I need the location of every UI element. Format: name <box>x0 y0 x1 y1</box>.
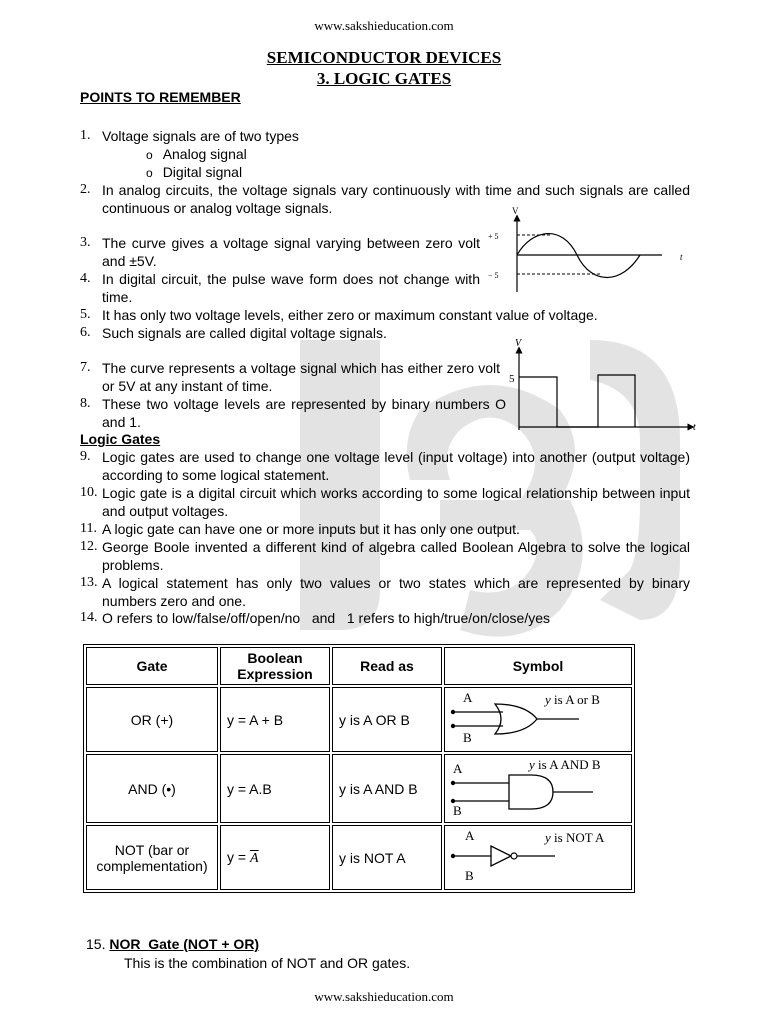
page-title: SEMICONDUCTOR DEVICES <box>266 48 502 67</box>
svg-text:A: A <box>453 761 463 776</box>
read-cell: y is A OR B <box>332 687 442 752</box>
col-header-read-as: Read as <box>332 647 442 685</box>
symbol-cell <box>444 754 632 823</box>
svg-text:A: A <box>465 828 475 843</box>
svg-text:B: B <box>463 730 472 745</box>
digital-level-label: 5 <box>509 373 515 385</box>
gate-cell: OR (+) <box>86 687 218 752</box>
logic-gates-heading: Logic Gates <box>80 431 161 447</box>
svg-text:B: B <box>453 803 462 818</box>
table-row <box>86 687 632 752</box>
col-header-boolean: Boolean Expression <box>220 647 330 685</box>
gate-cell: NOT (bar or complementation) <box>86 825 218 890</box>
digital-signal-graph <box>505 336 705 436</box>
svg-text:A: A <box>463 690 473 705</box>
or-gate-symbol <box>445 688 631 748</box>
expr-cell: y = A + B <box>220 687 330 752</box>
table-header-row <box>86 647 632 685</box>
expr-cell: y = A.B <box>220 754 330 823</box>
read-cell: y is A AND B <box>332 754 442 823</box>
analog-plus-label: + 5 <box>488 232 499 241</box>
header-url[interactable]: www.sakshieducation.com <box>314 18 454 33</box>
analog-x-label: t <box>680 252 683 262</box>
page-subtitle: 3. LOGIC GATES <box>316 69 452 88</box>
analog-minus-label: − 5 <box>488 271 499 280</box>
list-item-15: 15. NOR Gate (NOT + OR) <box>86 936 260 952</box>
read-cell: y is NOT A <box>332 825 442 890</box>
analog-y-label: V <box>512 206 519 216</box>
sub-item-analog: o Analog signal <box>146 146 247 162</box>
points-heading: POINTS TO REMEMBER <box>80 89 241 105</box>
not-gate-symbol <box>445 826 631 886</box>
svg-text:B: B <box>465 868 474 883</box>
and-gate-symbol <box>445 755 631 819</box>
pulse-wave <box>519 375 635 427</box>
table-row <box>86 754 632 823</box>
col-header-gate: Gate <box>86 647 218 685</box>
svg-text:y is A AND B: y is A AND B <box>529 757 601 772</box>
sub-item-digital: o Digital signal <box>146 164 243 180</box>
col-header-symbol: Symbol <box>444 647 632 685</box>
analog-signal-graph <box>482 204 692 294</box>
svg-text:y is NOT A: y is NOT A <box>545 830 605 845</box>
footer-url[interactable]: www.sakshieducation.com <box>314 989 454 1004</box>
nor-gate-text: This is the combination of NOT and OR gates. <box>124 955 411 971</box>
digital-x-label: t <box>693 422 696 433</box>
table-row <box>86 825 632 890</box>
symbol-cell <box>444 825 632 890</box>
symbol-cell <box>444 687 632 752</box>
logic-gates-table <box>83 644 635 893</box>
digital-y-label: V <box>515 338 522 349</box>
gate-cell: AND (•) <box>86 754 218 823</box>
nor-gate-heading: NOR Gate (NOT + OR) <box>109 936 260 952</box>
svg-text:y is A or B: y is A or B <box>545 692 600 707</box>
expr-cell: $y = \overline{A}$ <box>220 825 330 890</box>
